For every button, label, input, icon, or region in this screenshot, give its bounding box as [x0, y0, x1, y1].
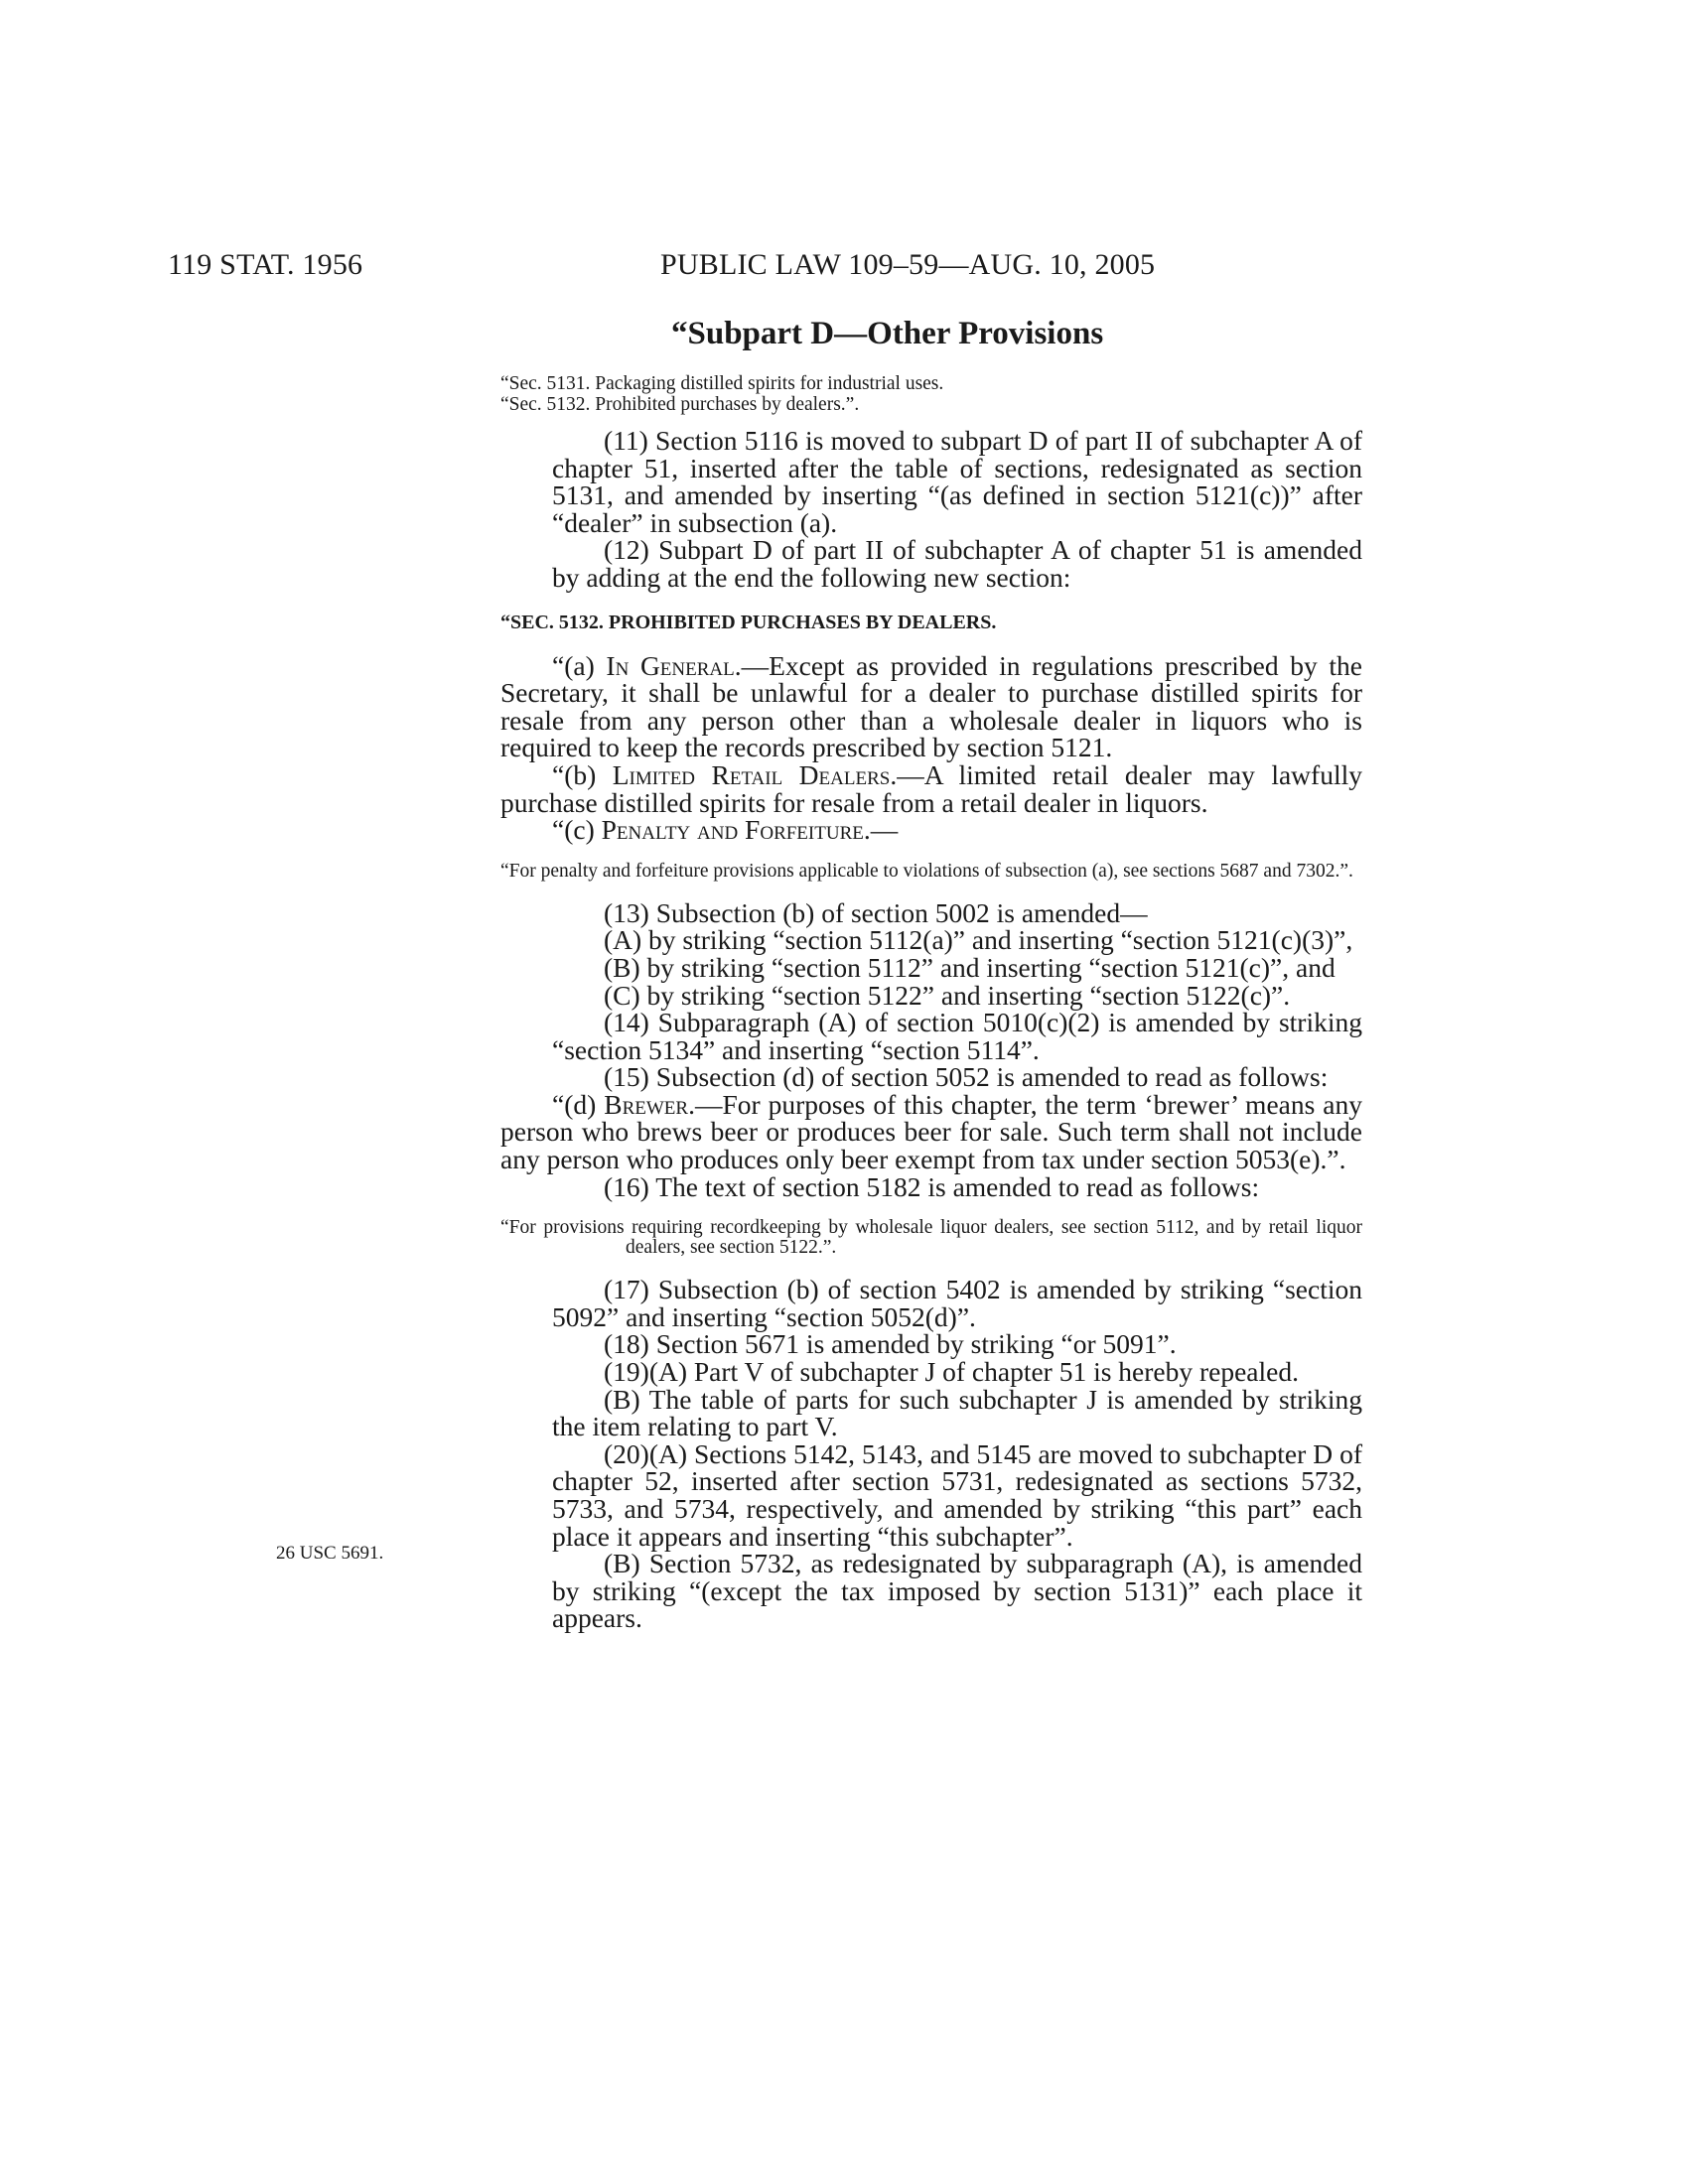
- subsection-b-heading: Limited Retail Dealers: [612, 758, 891, 790]
- document-body: [500, 373, 1362, 1632]
- paragraph-14: (14) Subparagraph (A) of section 5010(c)(2) is amended by striking “section 5134” and inserting “section 5114”.: [552, 1007, 1362, 1065]
- subsection-c: [500, 816, 1362, 844]
- paragraph-15: (15) Subsection (d) of section 5052 is amended to read as follows:: [604, 1061, 1329, 1093]
- subsection-d: [500, 1088, 1362, 1175]
- paragraph-11: (11) Section 5116 is moved to subpart D of part II of subchapter A of chapter 51, inserted after the table of sections, redesignated as section 5131, and amended by inserting “(as defined in section 5121(c))” after “dealer” in subsection (a).: [552, 425, 1362, 538]
- paragraph-18: (18) Section 5671 is amended by striking “or 5091”.: [604, 1328, 1177, 1360]
- subsection-b-lead: “(b): [552, 758, 613, 790]
- paragraph-17: (17) Subsection (b) of section 5402 is amended by striking “section 5092” and inserting “section 5052(d)”.: [552, 1274, 1362, 1332]
- paragraph-16: (16) The text of section 5182 is amended to read as follows:: [604, 1170, 1260, 1202]
- running-header: PUBLIC LAW 109–59—AUG. 10, 2005: [660, 248, 1156, 281]
- subsection-c-note: “For penalty and forfeiture provisions applicable to violations of subsection (a), see sections 5687 and 7302.”.: [500, 860, 1353, 882]
- paragraph-20a: (20)(A) Sections 5142, 5143, and 5145 are moved to subchapter D of chapter 52, inserted after section 5731, redesignated as sections 5732, 5733, and 5734, respectively, and amended by striking “this part” each place it appears and inserting “this subchapter”.: [552, 1437, 1362, 1552]
- paragraph-20b: (B) Section 5732, as redesignated by subparagraph (A), is amended by striking “(except the tax imposed by section 5131)” each place it appears.: [552, 1548, 1362, 1634]
- subsection-b: [500, 758, 1362, 818]
- paragraph-13: (13) Subsection (b) of section 5002 is amended—: [604, 896, 1148, 928]
- paragraph-12: (12) Subpart D of part II of subchapter A of chapter 51 is amended by adding at the end the following new section:: [552, 534, 1362, 593]
- subsection-a-heading: In General: [606, 649, 735, 681]
- subsection-c-heading: Penalty and Forfeiture: [601, 814, 864, 846]
- subsection-a-lead: “(a): [552, 649, 607, 681]
- paragraph-16-note: “For provisions requiring recordkeeping by wholesale liquor dealers, see section 5112, and by retail liquor dealers, see section 5122.”.: [500, 1217, 1362, 1259]
- subpart-title: “Subpart D—Other Provisions: [671, 316, 1104, 351]
- toc-item: “Sec. 5132. Prohibited purchases by dealers.”.: [500, 394, 860, 415]
- table-of-sections: [500, 373, 1362, 415]
- paragraph-13c: (C) by striking “section 5122” and inserting “section 5122(c)”.: [604, 979, 1291, 1011]
- paragraph-13a: (A) by striking “section 5112(a)” and inserting “section 5121(c)(3)”,: [604, 924, 1353, 956]
- section-heading: “SEC. 5132. PROHIBITED PURCHASES BY DEALERS.: [500, 611, 997, 633]
- paragraph-19b: (B) The table of parts for such subchapter J is amended by striking the item relating to part V.: [552, 1383, 1362, 1442]
- page-stat-citation: 119 STAT. 1956: [168, 248, 363, 281]
- subsection-c-lead: “(c): [552, 814, 602, 846]
- subsection-d-text: .—For purposes of this chapter, the term ‘brewer’ means any person who brews beer or produces beer for sale. Such term shall not include any person who produces only beer exempt from tax under section 5053(e).”.: [500, 1088, 1362, 1175]
- subsection-a: [500, 649, 1363, 763]
- paragraph-13b: (B) by striking “section 5112” and inserting “section 5121(c)”, and: [604, 951, 1336, 983]
- subsection-c-text: .—: [863, 814, 899, 846]
- subsection-d-lead: “(d): [552, 1088, 605, 1120]
- paragraph-19a: (19)(A) Part V of subchapter J of chapter 51 is hereby repealed.: [604, 1356, 1299, 1388]
- margin-note-usc: 26 USC 5691.: [276, 1543, 384, 1564]
- subsection-a-text: .—Except as provided in regulations prescribed by the Secretary, it shall be unlawful for a dealer to purchase distilled spirits for resale from any person other than a wholesale dealer in liquors who is required to keep the records prescribed by section 5121.: [500, 649, 1363, 763]
- subsection-b-text: .—A limited retail dealer may lawfully purchase distilled spirits for resale from a retail dealer in liquors.: [500, 758, 1362, 818]
- toc-item: “Sec. 5131. Packaging distilled spirits for industrial uses.: [500, 373, 944, 394]
- subsection-d-heading: Brewer: [604, 1088, 689, 1120]
